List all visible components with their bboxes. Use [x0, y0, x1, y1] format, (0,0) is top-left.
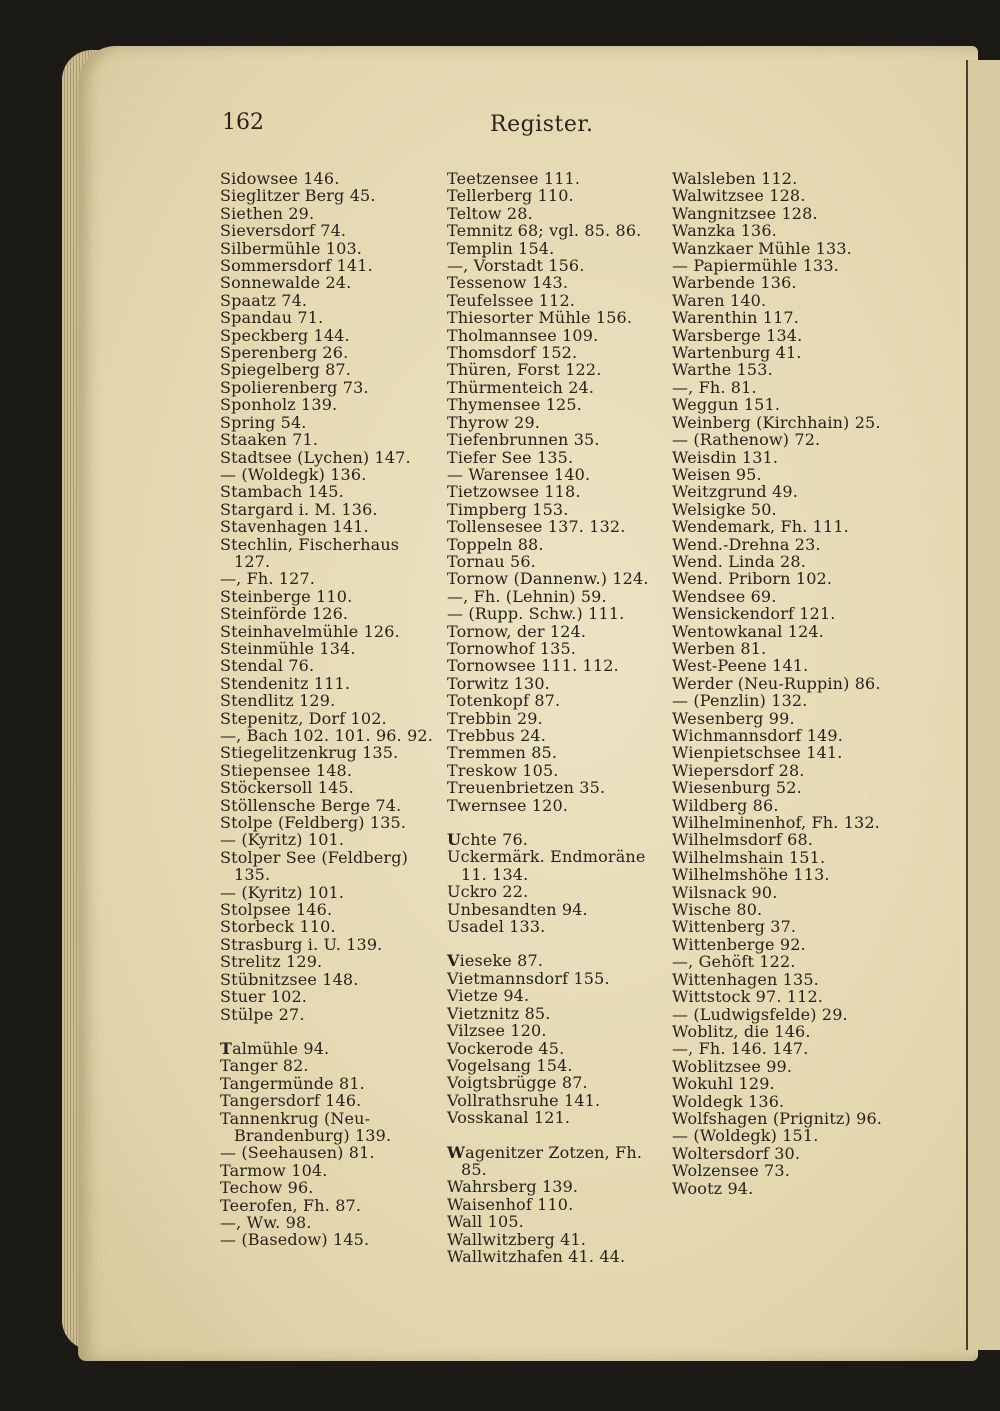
- index-entry: Wahrsberg 139.: [447, 1177, 579, 1197]
- index-entry: Stadtsee (Lychen) 147.: [220, 447, 411, 467]
- index-entry: Vilzsee 120.: [447, 1021, 547, 1041]
- index-entry: Speckberg 144.: [220, 325, 350, 345]
- page-number: 162: [222, 110, 264, 135]
- index-entry: Stolper See (Feldberg) 135.: [220, 847, 409, 885]
- index-entry: Teerofen, Fh. 87.: [220, 1195, 362, 1215]
- index-entry: Warsberge 134.: [672, 325, 803, 345]
- index-entry: —, Ww. 98.: [220, 1212, 312, 1232]
- index-entry: Vollrathsruhe 141.: [447, 1090, 601, 1110]
- index-entry: Wilsnack 90.: [672, 882, 778, 902]
- index-entry: Stolpsee 146.: [220, 900, 333, 920]
- index-entry: Tiefer See 135.: [447, 447, 574, 467]
- index-entry: Treuenbrietzen 35.: [447, 778, 606, 798]
- index-entry: Stolpe (Feldberg) 135.: [220, 813, 407, 833]
- index-entry: Wendemark, Fh. 111.: [672, 517, 849, 537]
- index-entry: Walsleben 112.: [672, 169, 798, 188]
- index-entry: — (Basedow) 145.: [220, 1230, 370, 1250]
- running-head: [222, 110, 642, 144]
- index-entry: Tangermünde 81.: [220, 1073, 365, 1093]
- index-entry: Wanzkaer Mühle 133.: [672, 238, 852, 258]
- index-entry: Wentowkanal 124.: [672, 621, 824, 641]
- index-entry: Wilhelmshöhe 113.: [672, 865, 830, 885]
- index-entry: Wiepersdorf 28.: [672, 760, 805, 780]
- index-entry: Vockerode 45.: [447, 1038, 565, 1058]
- index-entry: Totenkopf 87.: [447, 691, 561, 711]
- index-entry: Sponholz 139.: [220, 395, 338, 415]
- index-entry: Spolierenberg 73.: [220, 377, 369, 397]
- index-entry: Wallwitzberg 41.: [447, 1229, 587, 1249]
- index-entry: Wittstock 97. 112.: [672, 987, 824, 1007]
- index-entry: Tellerberg 110.: [447, 186, 574, 206]
- index-column-3: [672, 170, 890, 1197]
- index-entry: Tholmannsee 109.: [447, 325, 599, 345]
- index-entry: Thyrow 29.: [447, 412, 541, 432]
- facing-page-edge: [966, 60, 1000, 1350]
- index-entry: Timpberg 153.: [447, 499, 569, 519]
- index-entry: Waisenhof 110.: [447, 1194, 574, 1214]
- index-entry: Spring 54.: [220, 412, 307, 432]
- index-entry: Wallwitzhafen 41. 44.: [447, 1246, 626, 1266]
- index-entry: Voigtsbrügge 87.: [447, 1073, 588, 1093]
- index-entry: Sommersdorf 141.: [220, 256, 373, 276]
- index-entry: Wendsee 69.: [672, 586, 777, 606]
- index-entry: Vogelsang 154.: [447, 1055, 573, 1075]
- index-entry: — (Ludwigsfelde) 29.: [672, 1004, 848, 1024]
- index-entry: Toppeln 88.: [447, 534, 544, 554]
- index-entry: — (Kyritz) 101.: [220, 882, 345, 902]
- index-entry: Talmühle 94.: [220, 1038, 330, 1058]
- index-entry: — (Rathenow) 72.: [672, 430, 821, 450]
- index-entry: Stargard i. M. 136.: [220, 499, 378, 519]
- index-entry: Strelitz 129.: [220, 952, 323, 972]
- index-entry: Stendlitz 129.: [220, 691, 336, 711]
- index-entry: Wend. Priborn 102.: [672, 569, 833, 589]
- index-entry: Tornow (Dannenw.) 124.: [447, 569, 649, 589]
- index-column-1: [220, 170, 438, 1249]
- index-entry: Vietmannsdorf 155.: [447, 968, 610, 988]
- index-entry: Vosskanal 121.: [447, 1108, 571, 1128]
- index-entry: Wiesenburg 52.: [672, 778, 802, 798]
- index-entry: Thürmenteich 24.: [447, 377, 595, 397]
- index-entry: Wichmannsdorf 149.: [672, 726, 843, 745]
- index-entry: Twernsee 120.: [447, 795, 569, 815]
- index-entry: Torwitz 130.: [447, 673, 550, 693]
- index-entry: — Warensee 140.: [447, 464, 591, 484]
- index-entry: Tietzowsee 118.: [447, 482, 581, 502]
- index-entry: — (Rupp. Schw.) 111.: [447, 604, 625, 624]
- index-entry: Stübnitzsee 148.: [220, 969, 359, 989]
- index-entry: Tangersdorf 146.: [220, 1091, 362, 1111]
- index-entry: Vietze 94.: [447, 986, 530, 1006]
- index-entry: Trebbus 24.: [447, 726, 546, 745]
- index-entry: —, Fh. 146. 147.: [672, 1039, 809, 1059]
- index-entry: Stiegelitzenkrug 135.: [220, 743, 399, 763]
- index-entry: Wangnitzsee 128.: [672, 203, 818, 223]
- index-entry: Tannenkrug (Neu-Brandenburg) 139.: [220, 1108, 392, 1145]
- index-entry: —, Bach 102. 101. 96. 92.: [220, 726, 433, 745]
- index-entry: Teetzensee 111.: [447, 169, 581, 188]
- index-entry: —, Fh. 127.: [220, 569, 316, 589]
- index-entry: Stiepensee 148.: [220, 760, 353, 780]
- index-entry: Wall 105.: [447, 1212, 524, 1232]
- index-entry: Usadel 133.: [447, 917, 546, 937]
- index-entry: Trebbin 29.: [447, 708, 543, 728]
- index-entry: Wagenitzer Zotzen, Fh. 85.: [447, 1142, 643, 1179]
- index-entry: Sidowsee 146.: [220, 169, 340, 188]
- index-entry: Stendenitz 111.: [220, 673, 351, 693]
- index-entry: Woblitz, die 146.: [672, 1021, 811, 1041]
- index-entry: Teltow 28.: [447, 203, 533, 223]
- index-entry: Stöckersoll 145.: [220, 778, 354, 798]
- index-entry: Weinberg (Kirchhain) 25.: [672, 412, 881, 432]
- index-entry: —, Vorstadt 156.: [447, 256, 585, 276]
- index-entry: Wittenberge 92.: [672, 934, 806, 954]
- index-entry: Stavenhagen 141.: [220, 517, 369, 537]
- index-entry: Wesenberg 99.: [672, 708, 795, 728]
- index-entry: Tornau 56.: [447, 551, 536, 571]
- index-entry: Tiefenbrunnen 35.: [447, 430, 600, 450]
- index-entry: Spiegelberg 87.: [220, 360, 351, 380]
- index-entry: Welsigke 50.: [672, 499, 777, 519]
- index-entry: Tornow, der 124.: [447, 621, 587, 641]
- index-entry: Thymensee 125.: [447, 395, 582, 415]
- index-entry: Walwitzsee 128.: [672, 186, 806, 206]
- index-entry: — (Seehausen) 81.: [220, 1143, 375, 1163]
- index-entry: Woldegk 136.: [672, 1091, 785, 1111]
- index-entry: Steinberge 110.: [220, 586, 353, 606]
- index-entry: Sperenberg 26.: [220, 343, 349, 363]
- index-entry: Tessenow 143.: [447, 273, 569, 293]
- index-entry: — (Penzlin) 132.: [672, 691, 808, 711]
- index-entry: Stöllensche Berge 74.: [220, 795, 402, 815]
- index-entry: Wolzensee 73.: [672, 1161, 790, 1181]
- index-entry: Sieglitzer Berg 45.: [220, 186, 376, 206]
- index-entry: Stambach 145.: [220, 482, 344, 502]
- index-entry: —, Gehöft 122.: [672, 952, 796, 972]
- index-entry: Spandau 71.: [220, 308, 324, 328]
- index-entry: Waren 140.: [672, 290, 767, 310]
- index-entry: Woblitzsee 99.: [672, 1056, 793, 1076]
- index-entry: Strasburg i. U. 139.: [220, 934, 383, 954]
- index-entry: Werben 81.: [672, 638, 767, 658]
- index-entry: Stepenitz, Dorf 102.: [220, 708, 387, 728]
- index-entry: Silbermühle 103.: [220, 238, 363, 258]
- index-column-2: [447, 170, 665, 1265]
- index-entry: Tollensesee 137. 132.: [447, 517, 626, 537]
- index-entry: Vieseke 87.: [447, 951, 544, 971]
- index-entry: Stechlin, Fischerhaus 127.: [220, 534, 400, 571]
- index-entry: Wische 80.: [672, 900, 763, 920]
- index-entry: Steinförde 126.: [220, 604, 349, 624]
- index-entry: Uckro 22.: [447, 882, 529, 902]
- index-entry: Teufelssee 112.: [447, 290, 576, 310]
- index-entry: Wanzka 136.: [672, 221, 777, 241]
- index-entry: Warenthin 117.: [672, 308, 799, 328]
- index-entry: — (Kyritz) 101.: [220, 830, 345, 850]
- index-entry: Wend.-Drehna 23.: [672, 534, 821, 554]
- index-entry: Thüren, Forst 122.: [447, 360, 602, 380]
- index-entry: Weisdin 131.: [672, 447, 779, 467]
- index-entry: Wittenberg 37.: [672, 917, 797, 937]
- index-entry: Thomsdorf 152.: [447, 343, 578, 363]
- index-entry: Uckermärk. Endmoräne 11. 134.: [447, 847, 646, 884]
- index-entry: — (Woldegk) 151.: [672, 1126, 819, 1146]
- index-entry: Treskow 105.: [447, 760, 559, 780]
- index-entry: Warthe 153.: [672, 360, 773, 380]
- index-entry: Spaatz 74.: [220, 290, 308, 310]
- index-entry: Templin 154.: [447, 238, 555, 258]
- index-entry: Steinmühle 134.: [220, 638, 356, 658]
- index-entry: Wolfshagen (Prignitz) 96.: [672, 1108, 883, 1128]
- index-entry: Thiesorter Mühle 156.: [447, 308, 633, 328]
- index-entry: Warbende 136.: [672, 273, 797, 293]
- index-entry: Unbesandten 94.: [447, 899, 588, 919]
- index-entry: — (Woldegk) 136.: [220, 464, 367, 484]
- index-entry: Tornowsee 111. 112.: [447, 656, 619, 676]
- index-entry: —, Fh. (Lehnin) 59.: [447, 586, 607, 606]
- index-entry: Wildberg 86.: [672, 795, 779, 815]
- index-entry: Tremmen 85.: [447, 743, 558, 763]
- index-entry: Woltersdorf 30.: [672, 1143, 801, 1163]
- index-entry: Vietznitz 85.: [447, 1003, 551, 1023]
- index-entry: Siethen 29.: [220, 203, 315, 223]
- index-entry: Steinhavelmühle 126.: [220, 621, 400, 641]
- index-entry: — Papiermühle 133.: [672, 256, 839, 276]
- index-entry: Temnitz 68; vgl. 85. 86.: [447, 221, 642, 241]
- index-entry: Wensickendorf 121.: [672, 604, 836, 624]
- index-entry: Wilhelmsdorf 68.: [672, 830, 814, 850]
- index-entry: Weggun 151.: [672, 395, 781, 415]
- index-entry: Weisen 95.: [672, 464, 762, 484]
- index-entry: Uchte 76.: [447, 830, 529, 850]
- index-entry: Techow 96.: [220, 1178, 314, 1198]
- index-entry: Wilhelminenhof, Fh. 132.: [672, 813, 880, 833]
- index-entry: Weitzgrund 49.: [672, 482, 798, 502]
- index-entry: Tarmow 104.: [220, 1160, 328, 1180]
- index-entry: Wokuhl 129.: [672, 1074, 775, 1094]
- index-entry: Wienpietschsee 141.: [672, 743, 843, 763]
- index-entry: Wootz 94.: [672, 1178, 754, 1198]
- index-entry: Staaken 71.: [220, 430, 319, 450]
- index-entry: Werder (Neu-Ruppin) 86.: [672, 673, 881, 693]
- index-entry: Sonnewalde 24.: [220, 273, 352, 293]
- page-title: Register.: [490, 112, 594, 137]
- index-entry: Storbeck 110.: [220, 917, 336, 937]
- index-entry: Stuer 102.: [220, 987, 308, 1007]
- index-entry: Stülpe 27.: [220, 1004, 305, 1024]
- index-entry: Sieversdorf 74.: [220, 221, 347, 241]
- index-entry: West-Peene 141.: [672, 656, 809, 676]
- index-entry: Stendal 76.: [220, 656, 315, 676]
- index-entry: Wittenhagen 135.: [672, 969, 819, 989]
- index-entry: Tanger 82.: [220, 1056, 309, 1076]
- index-entry: Wilhelmshain 151.: [672, 847, 826, 867]
- index-entry: Wartenburg 41.: [672, 343, 802, 363]
- index-entry: Tornowhof 135.: [447, 638, 577, 658]
- index-entry: —, Fh. 81.: [672, 377, 757, 397]
- index-entry: Wend. Linda 28.: [672, 551, 806, 571]
